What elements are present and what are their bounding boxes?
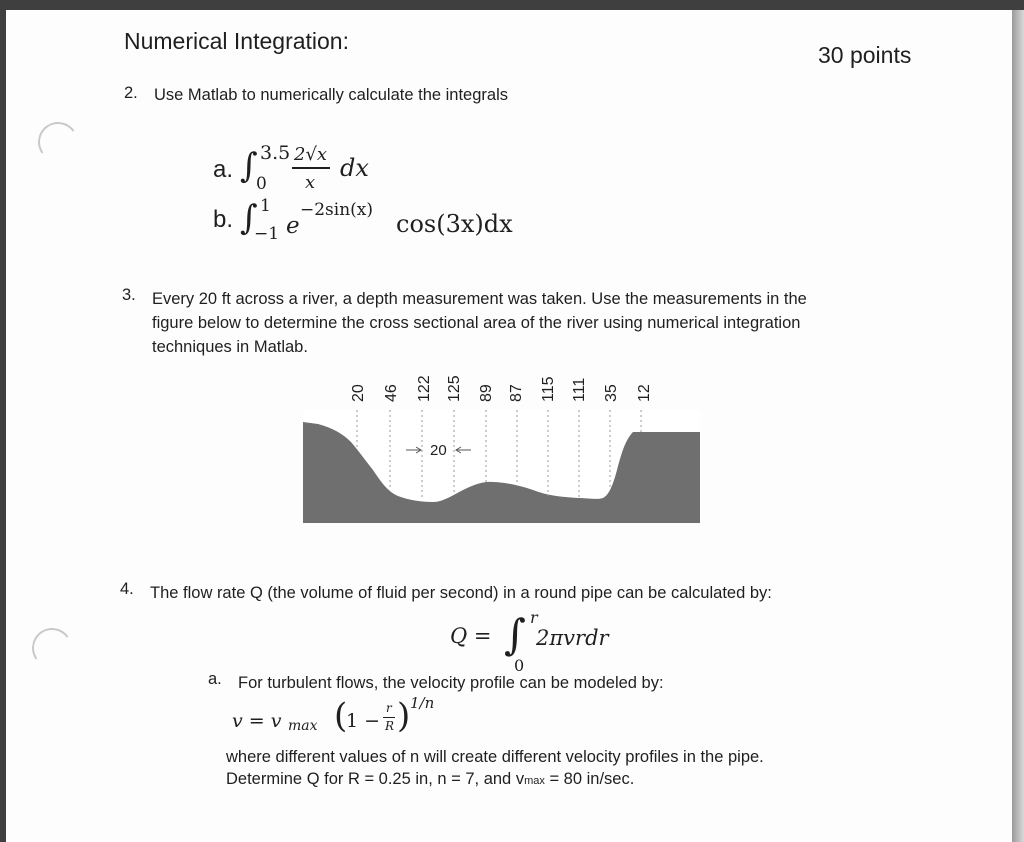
q2a-denominator: x — [305, 172, 316, 193]
q2b-exponent: −2sin(x) — [300, 200, 374, 220]
q4-number: 4. — [120, 580, 134, 598]
q3-line-2: figure below to determine the cross sectional area of the river using numerical integration — [152, 314, 801, 332]
q2b-upper-limit: 1 — [260, 196, 271, 216]
points-label: 30 points — [818, 42, 912, 68]
depth-label: 20 — [350, 384, 367, 402]
depth-label: 35 — [603, 384, 620, 402]
depth-label: 111 — [571, 377, 588, 402]
q4-eq-body: 2πvrdr — [536, 626, 609, 650]
integral-sign-icon: ∫ — [240, 198, 258, 238]
q4-eq-lower: 0 — [514, 656, 525, 675]
q2a-numerator: 2√x — [294, 144, 328, 165]
q2a-label: a. — [213, 156, 234, 183]
close-paren: ) — [397, 696, 411, 736]
q2-text: Use Matlab to numerically calculate the integrals — [154, 86, 509, 104]
q4-text: The flow rate Q (the volume of fluid per second) in a round pipe can be calculated by: — [150, 584, 772, 602]
q2b-label: b. — [213, 206, 234, 233]
velocity-one-minus: 1 − — [346, 710, 381, 732]
depth-label: 115 — [540, 376, 557, 402]
q2-number: 2. — [124, 84, 138, 102]
q4a-label: a. — [208, 670, 222, 688]
depth-label: 89 — [478, 384, 495, 402]
q4a-text: For turbulent flows, the velocity profile can be modeled by: — [238, 674, 664, 692]
depth-label: 122 — [416, 375, 433, 402]
q3-number: 3. — [122, 286, 136, 304]
velocity-sub: max — [288, 718, 318, 734]
velocity-frac-num: r — [386, 701, 392, 715]
q4-line-2: Determine Q for R = 0.25 in, n = 7, and vmax = 80 in/sec. — [226, 770, 635, 788]
integral-sign-icon: ∫ — [504, 610, 526, 659]
fraction-bar — [292, 167, 330, 169]
velocity-exponent: 1/n — [410, 694, 435, 712]
q3-line-1: Every 20 ft across a river, a depth measurement was taken. Use the measurements in the — [152, 290, 807, 308]
q4-eq-lhs: Q = — [450, 624, 492, 648]
page-edge-shadow — [1012, 10, 1024, 842]
q2b-base: e — [286, 213, 300, 239]
q2b-lower-limit: −1 — [254, 224, 280, 244]
depth-label: 12 — [636, 384, 653, 402]
page-title: Numerical Integration: — [124, 28, 349, 54]
q2a-upper-limit: 3.5 — [260, 142, 291, 164]
depth-label: 87 — [508, 384, 525, 402]
river-cross-section-figure — [303, 410, 700, 523]
open-paren: ( — [334, 696, 348, 736]
q3-line-3: techniques in Matlab. — [152, 338, 308, 356]
q2b-body: cos(3x)dx — [396, 210, 513, 238]
integral-sign-icon: ∫ — [240, 146, 258, 186]
depth-label: 125 — [446, 375, 463, 402]
depth-label: 46 — [383, 384, 400, 402]
q4-line-1: where different values of n will create different velocity profiles in the pipe. — [226, 748, 764, 766]
velocity-lhs: v = v — [232, 710, 282, 732]
velocity-frac-den: R — [385, 719, 395, 733]
fraction-bar — [383, 717, 395, 718]
q2a-lower-limit: 0 — [256, 174, 267, 194]
q4-eq-upper: r — [530, 608, 538, 627]
spacing-label: 20 — [430, 442, 447, 459]
q2a-dx: dx — [340, 154, 369, 182]
